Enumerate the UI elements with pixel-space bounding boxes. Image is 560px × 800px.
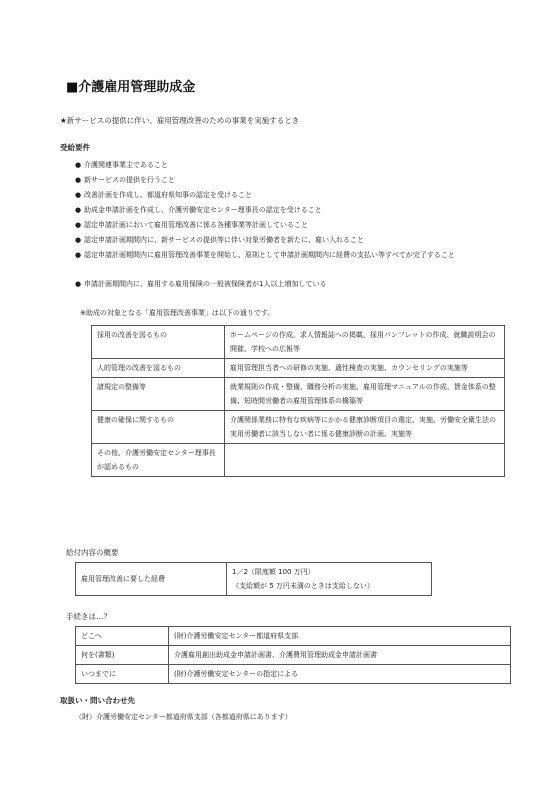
table-cell: 健康の確保に関するもの	[92, 411, 225, 444]
bullet-icon: ●	[75, 191, 82, 199]
table-cell: いつまでに	[76, 665, 169, 684]
table-cell	[225, 444, 505, 477]
list-item: ● 助成金申請計画を作成し、介護労働安定センター理事長の認定を受けること	[75, 203, 515, 218]
table-cell: 諸規定の整備等	[92, 378, 225, 411]
table-cell	[227, 563, 432, 596]
table-row	[92, 444, 505, 477]
contact-heading: 取扱い・問い合わせ先	[60, 696, 135, 705]
table-row	[76, 563, 432, 596]
intro-text: ★新サービスの提供に伴い、雇用管理改善のための事業を実施するとき	[60, 116, 300, 125]
table-cell: 人的管理の改善を図るもの	[92, 359, 225, 378]
table-cell: 雇用管理担当者への研修の実施、適性検査の実施、カウンセリングの実施等	[225, 359, 505, 378]
bullet-icon: ●	[75, 206, 82, 214]
table-cell: (財)介護労働安定センター都道府県支部	[169, 627, 511, 646]
page-title: ■介護雇用管理助成金	[66, 80, 196, 95]
table-row	[76, 665, 511, 684]
benefit-condition: （支給額が 5 万円未満のときは支給しない）	[232, 582, 374, 590]
requirements-list	[75, 158, 515, 292]
table-cell: 介護雇用創出助成金申請計画書、介護費用管理助成金申請計画書	[169, 646, 511, 665]
table-cell: 雇用管理改善に要した経費	[76, 563, 227, 596]
target-projects-table	[91, 325, 505, 477]
table-cell: 介護関係業務に特有な疾病等にかかる健康診断項目の選定、実施、労働安全衛生法の実用労働者に該当しない者に係る健康診断の計画、実施等	[225, 411, 505, 444]
table-cell: (財)介護労働安定センターの指定による	[169, 665, 511, 684]
bullet-icon: ●	[75, 221, 82, 229]
list-item: ● 介護関連事業主であること	[75, 158, 515, 173]
table-cell: その他、介護労働安定センター理事長が認めるもの	[92, 444, 225, 477]
contact-text: （財）介護労働安定センター都道府県支部（各都道府県にあります）	[75, 713, 292, 721]
table-row	[92, 378, 505, 411]
bullet-icon: ●	[75, 236, 82, 244]
table-cell: 採用の改善を図るもの	[92, 326, 225, 359]
bullet-icon: ●	[75, 280, 82, 288]
table-row	[92, 411, 505, 444]
bullet-icon: ●	[75, 251, 82, 259]
procedure-table	[75, 626, 511, 684]
bullet-icon: ●	[75, 176, 82, 184]
note-text: ※助成の対象となる「雇用管理改善事業」は以下の通りです。	[80, 309, 275, 317]
list-item: ● 認定申請計画期間内に、新サービスの提供等に伴い対象労働者を新たに、雇い入れること	[75, 233, 515, 248]
bullet-icon: ●	[75, 161, 82, 169]
table-row	[92, 326, 505, 359]
table-cell: ホームページの作成、求人情報誌への掲載、採用パンフレットの作成、就職説明会の開催、学校への広報等	[225, 326, 505, 359]
list-item: ● 改善計画を作成し、都道府県知事の認定を受けること	[75, 188, 515, 203]
table-cell: 何を(書類)	[76, 646, 169, 665]
list-item: ● 申請計画期間内に、雇用する雇用保険の一般被保険者が1人以上増加している	[75, 277, 515, 292]
benefit-table	[75, 562, 432, 596]
benefit-rate: 1／2（限度額 100 万円）	[232, 568, 315, 576]
table-row	[76, 646, 511, 665]
requirements-heading: 受給要件	[60, 143, 90, 152]
procedure-heading: 手続きは…？	[66, 612, 111, 621]
list-item: ● 認定申請計画期間内に雇用管理改善事業を開始し、原則として申請計画期間内に経費の支払い等すべてが完了すること	[75, 248, 515, 277]
table-row	[76, 627, 511, 646]
table-cell: 就業規則の作成・整備、職務分析の実施、雇用管理マニュアルの作成、賃金体系の整備、短時間労働者の雇用管理体系の構築等	[225, 378, 505, 411]
benefit-heading: 給付内容の概要	[66, 548, 119, 557]
table-row	[92, 359, 505, 378]
table-cell: どこへ	[76, 627, 169, 646]
list-item: ● 認定申請計画において雇用管理改善に係る各種事業等計画していること	[75, 218, 515, 233]
list-item: ● 新サービスの提供を行うこと	[75, 173, 515, 188]
